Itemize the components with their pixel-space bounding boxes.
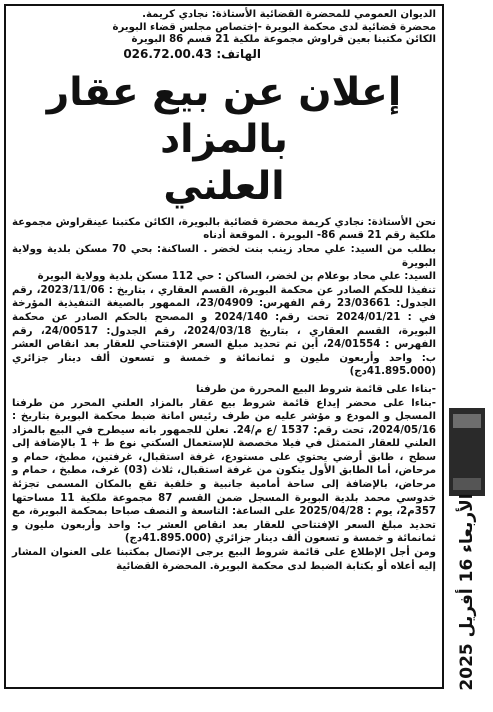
phone-number: 026.72.00.43 [123, 46, 213, 61]
paragraph-property-description: -بناءا على محضر إيداع قائمة شروط بيع عقار بالمزاد العلني المحرر من طرفنا المسجل و المودع و مؤشر عليه من طرف رئيس امانة ضبط محكمة البويرة بتاريخ : 2024/05/16، تحت رقم: 1537 /ع م/24. نعلن للجمهور بانه سيطرح في البيع بالمزاد العلني للعقار المتمثل في فيلا مخصصة للإستعمال السكني نوع ط + 1 بالإضافة إلى سطح ، طابق أرضي يحتوي على مستودع، غرفة استقبال، غرفتين، مطبخ، حمام و مرحاض، أما الطابق الأول يتكون من غرفة استقبال، ثلاث (03) غرف، مطبخ ، حمام و مرحاض، بالإضافة إلى ساحة أمامية جانبية و خلفية تقع بالمكان المسمى تجزئة خدوسي محمد بلدية البويرة المسجل ضمن القسم 87 مجموعة ملكية 11 مساحتها 357م2، يوم : 2025/04/28 على الساعة: التاسعة و النصف صباحا بمحكمة البويرة، مع تحديد مبلغ السعر الإفتتاحي للعقار بعد انقاص العشر ب: واحد وأربعون مليون و ثمانمائة و خمسة و تسعون ألف دينار جزائري (41.895.000دج) [12, 397, 437, 545]
notice-title [12, 69, 436, 210]
header-line-1: الديوان العمومي للمحضرة القضائية الأستاذة: نجادي كريمة. [142, 9, 436, 20]
title-line-1: إعلان عن بيع عقار بالمزاد [46, 69, 402, 162]
notice-header [12, 9, 436, 61]
phone-label: الهاتف: [216, 46, 261, 61]
paragraph-conditions: -بناءا على قائمة شروط البيع المحررة من طرفنا [196, 383, 436, 395]
auction-notice [4, 4, 444, 689]
paragraph-judgment: تنفيذا للحكم الصادر عن محكمة البويرة، القسم العقاري ، بتاريخ : 2023/11/06، رقم الجدول: 23/03661 رقم الفهرس: 23/04909، الممهور بالصيغة التنفيذية المؤرخة في : 2024/01/21 تحت رقم: 2024/140 و المصحح بالحكم الصادر عن محكمة البويرة، القسم العقاري ، بتاريخ 2024/03/18، رقم الجدول: 24/00517، رقم الفهرس : 24/01554، أين تم تحديد مبلغ السعر الإفتتاحي للعقار بعد انقاص العشر ب: واحد وأربعون مليون و ثمانمائة و خمسة و تسعون ألف دينار جزائري (41.895.000دج) [12, 284, 437, 378]
header-phone-row [12, 47, 436, 61]
header-line-2: محضرة قضائية لدى محكمة البويرة -إختصاص مجلس قضاء البويرة [112, 21, 436, 33]
issue-date: الأربعاء 16 أفريل 2025 [457, 493, 477, 691]
newspaper-clipping [4, 4, 489, 691]
paragraph-requester-2: السيد: علي محاد بوعلام بن لخضر، الساكن : حي 112 مسكن بلدية وولاية البويرة [37, 271, 436, 283]
paragraph-contact: ومن أجل الإطلاع على قائمة شروط البيع يرجى الإتصال بمكتبنا على العنوان المشار إليه أعلاه أو بكتابة الضبط لدى محكمة البويرة. المحضرة القضائية [12, 547, 436, 572]
paragraph-bailiff: نحن الأستاذة: نجادي كريمة محضرة قضائية بالبويرة، الكائن مكتبنا عينقراوش مجموعة ملكية رقم 21 قسم 86- البويرة . الموقعة أدناه [12, 216, 436, 242]
notice-body [12, 216, 436, 573]
title-line-2: العلني [163, 163, 285, 209]
paragraph-requester-1: بطلب من السيد: علي محاد زينب بنت لخضر . الساكنة: بحي 70 مسكن بلدية وولاية البويرة [12, 243, 436, 269]
date-column [445, 4, 489, 689]
header-line-3: الكائن مكتبنا بعين قراوش مجموعة ملكية 21 قسم 86 البويرة [131, 34, 436, 46]
